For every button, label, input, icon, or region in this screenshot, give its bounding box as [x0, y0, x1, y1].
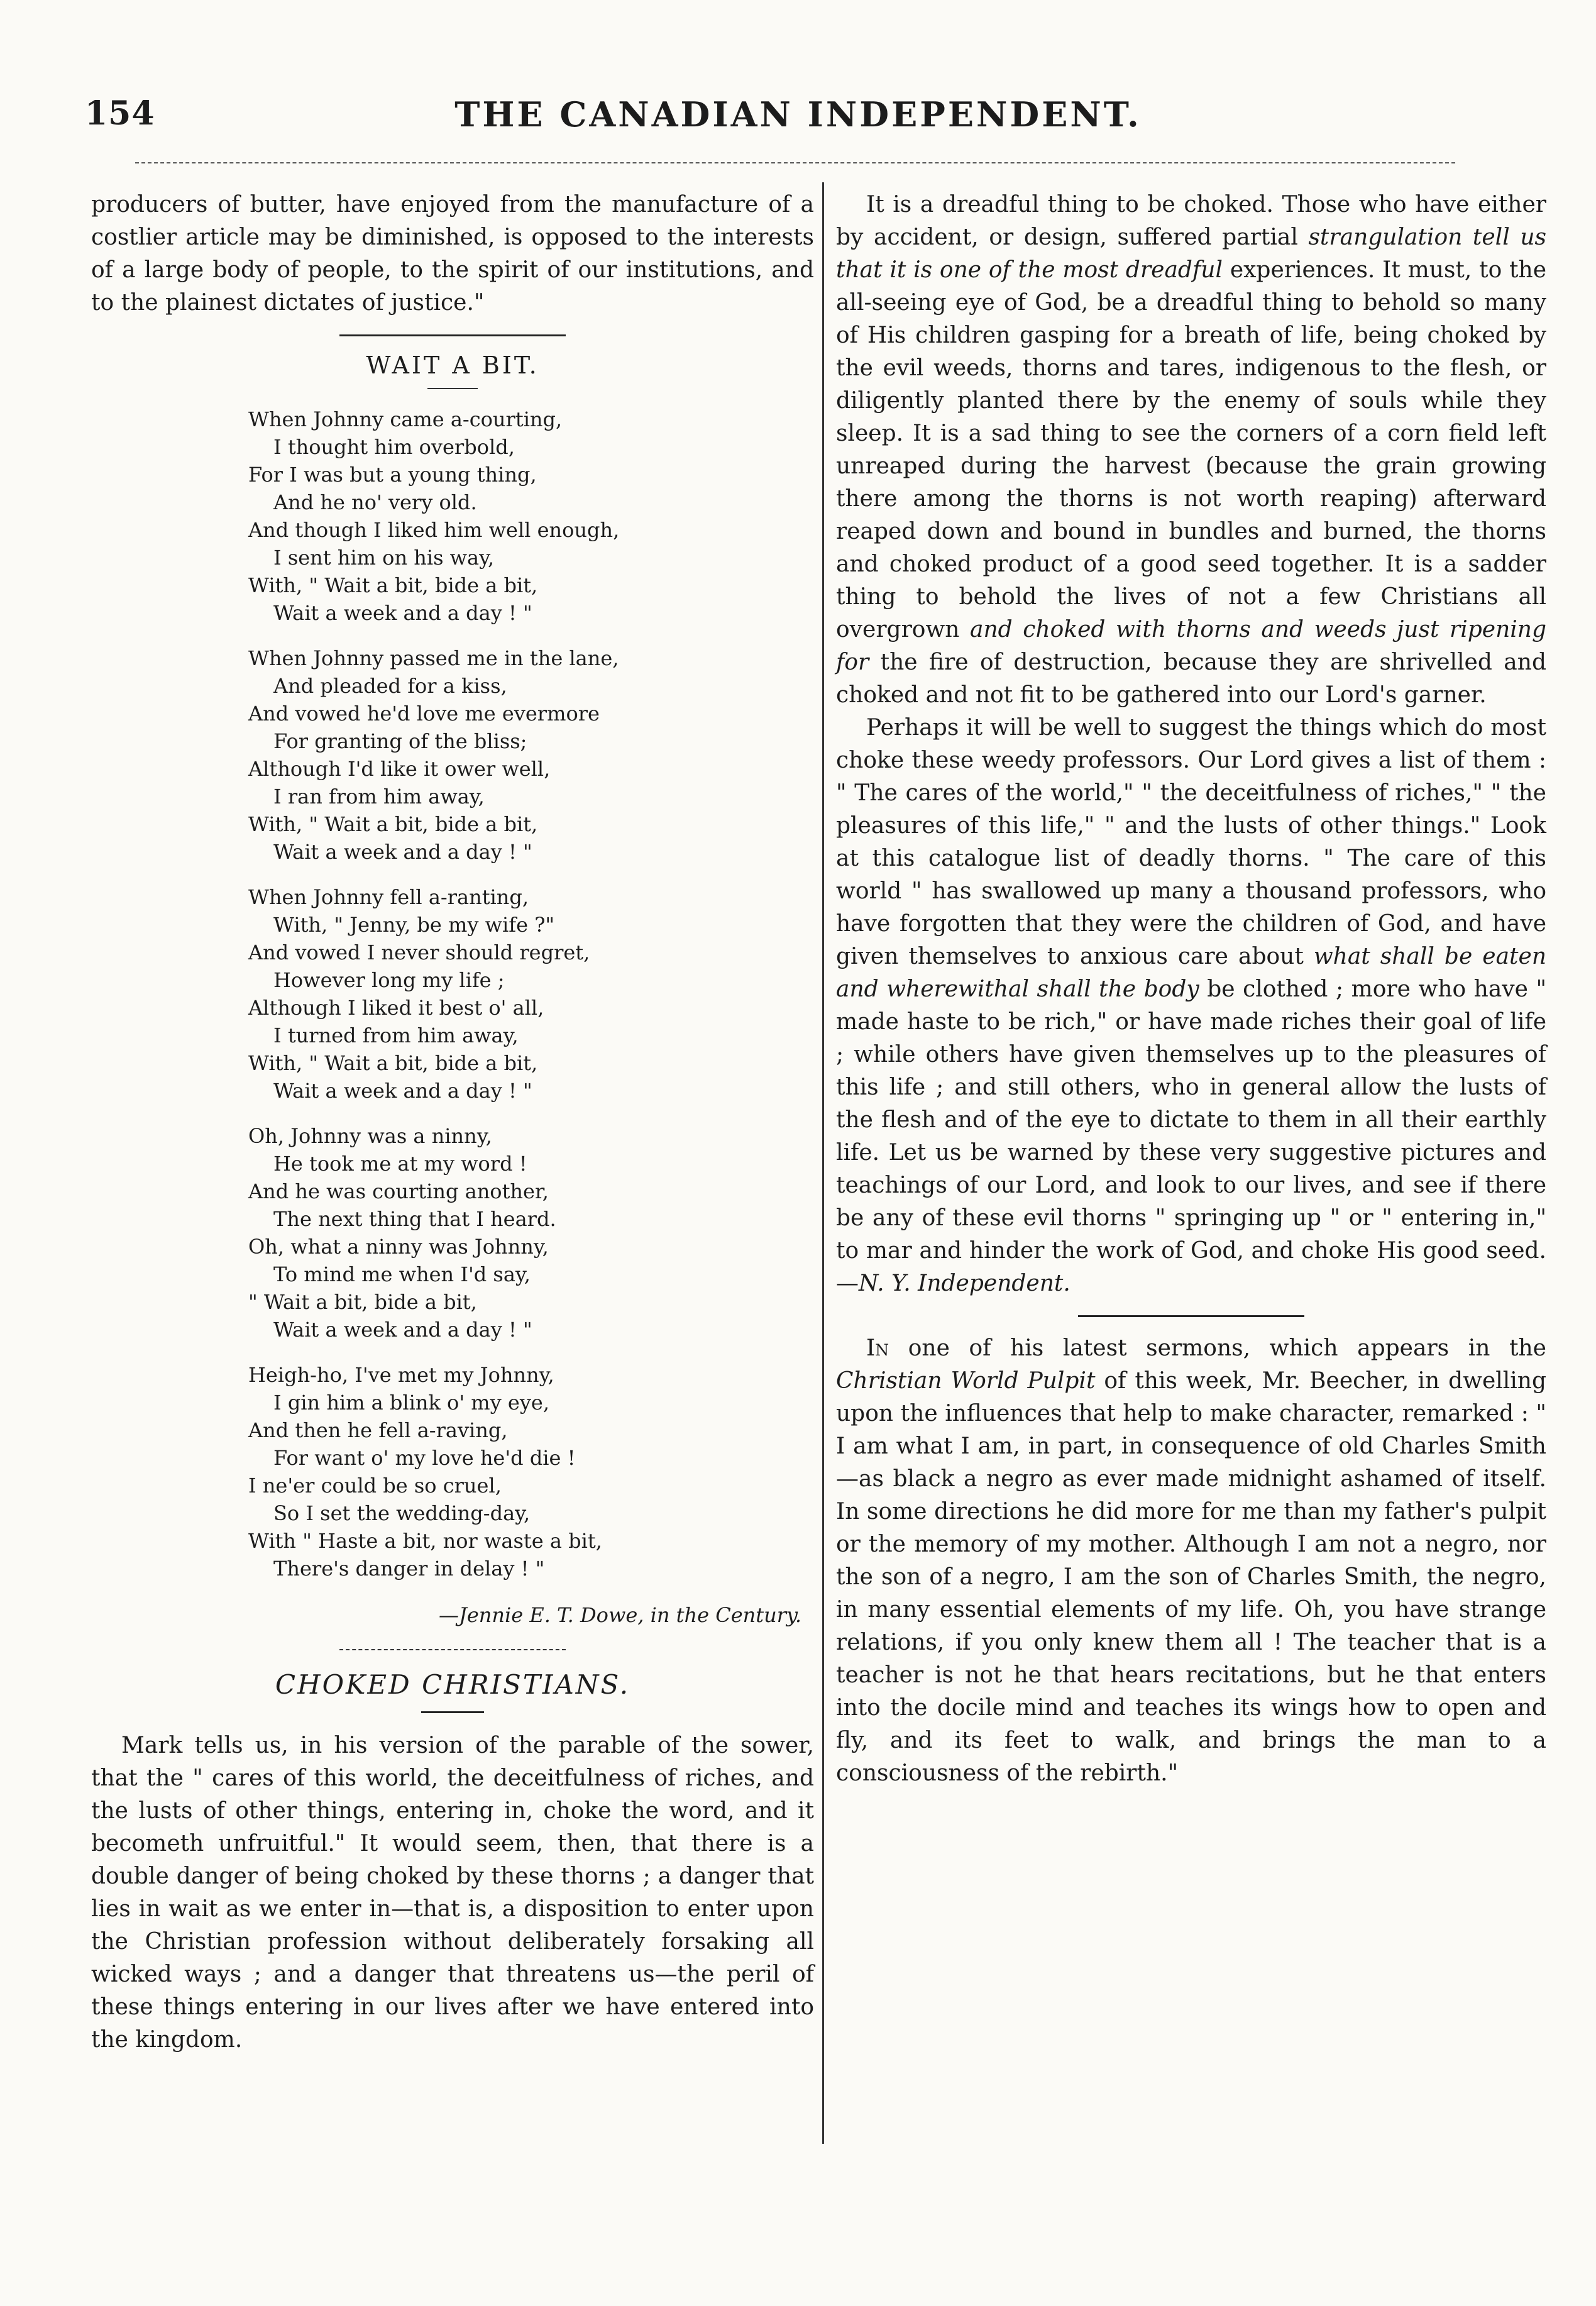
poem-line: However long my life ; — [273, 968, 505, 992]
poem-line: Wait a week and a day ! " — [273, 1318, 532, 1342]
italic-run: what shall be eaten and wherewithal shall the body — [836, 944, 1547, 1002]
section-title: CHOKED CHRISTIANS. — [275, 1669, 630, 1700]
italic-run: Christian World Pulpit — [836, 1368, 1096, 1394]
poem-stanza — [248, 405, 814, 627]
poem-line: For granting of the bliss; — [273, 729, 527, 753]
poem-line: I thought him overbold, — [273, 435, 515, 459]
text-run: Perhaps it will be well to suggest the things which do most choke these weedy professors. Our Lord gives a list of them : " The cares of the world," " the deceitfulness of riches," " the pleasures of this life," " and the lusts of other things." Look at this catalogue list of deadly thorns. " The care of this world " has swallowed up many a thousand professors, who have forgotten that they were the children of God, and have given themselves to anxious care about — [836, 715, 1546, 969]
section-rule — [1078, 1315, 1304, 1317]
poem-line: Although I'd like it ower well, — [248, 757, 551, 781]
poem-line: Although I liked it best o' all, — [248, 996, 544, 1020]
poem-line: Wait a week and a day ! " — [273, 601, 532, 625]
poem-line: There's danger in delay ! " — [273, 1557, 545, 1581]
poem-line: For I was but a young thing, — [248, 463, 537, 487]
poem-stanza — [248, 1122, 814, 1343]
italic-run: strangulation tell us that it is one of the most dreadful — [836, 224, 1546, 283]
poem-line: I sent him on his way, — [273, 546, 495, 570]
poem-line: I gin him a blink o' my eye, — [273, 1391, 549, 1415]
header-rule — [135, 162, 1455, 163]
poem-line: " Wait a bit, bide a bit, — [248, 1290, 477, 1314]
poem-line: And though I liked him well enough, — [248, 518, 620, 542]
poem-line: When Johnny fell a-ranting, — [248, 885, 529, 909]
poem-line: And vowed he'd love me evermore — [248, 702, 600, 725]
poem-stanza — [248, 644, 814, 866]
text-run: one of his latest sermons, which appears in the — [889, 1335, 1546, 1361]
text-run: be clothed ; more who have " made haste to be rich," or have made riches their goal of life ; while others have given themselves up to the pleasures of this life ; and still others, who in general allow the lusts of the flesh and of the eye to dictate to them in all their earthly life. Let us be warned by these very suggestive pictures and teachings of our Lord, and look to our lives, and see if there be any of these evil thorns " springing up " or " entering in," to mar and hinder the work of God, and choke His good seed.— — [836, 976, 1546, 1296]
article-paragraph — [836, 712, 1546, 1300]
poem-stanza — [248, 883, 814, 1105]
poem-line: Oh, what a ninny was Johnny, — [248, 1235, 549, 1259]
poem-line: And then he fell a-raving, — [248, 1418, 508, 1442]
poem-attribution: —Jennie E. T. Dowe, in the Century. — [439, 1603, 801, 1627]
poem-line: Wait a week and a day ! " — [273, 840, 532, 864]
poem-line: To mind me when I'd say, — [273, 1262, 531, 1286]
article-paragraph: Mark tells us, in his version of the parable of the sower, that the " cares of this world, the deceitfulness of riches, and the lusts of other things, entering in, choke the word, and it becometh unfruitful." It would seem, then, that there is a double danger of being choked by these thorns ; a danger that lies in wait as we enter in—that is, a disposition to enter upon the Christian profession without deliberately forsaking all wicked ways ; and a danger that threatens us—the peril of these things entering in our lives after we have entered into the kingdom. — [91, 1733, 814, 2053]
poem-title-rule — [427, 388, 478, 389]
poem-line: I turned from him away, — [273, 1023, 519, 1047]
poem-line: He took me at my word ! — [273, 1152, 527, 1176]
poem-line: With " Haste a bit, nor waste a bit, — [248, 1529, 602, 1553]
source-credit: N. Y. Independent. — [859, 1271, 1070, 1296]
left-column — [91, 189, 814, 2056]
poem-line: And he was courting another, — [248, 1179, 549, 1203]
text-run: It is a dreadful thing to be choked. Those who have either by accident, or design, suffered partial — [836, 192, 1546, 250]
poem-title: WAIT A BIT. — [366, 351, 539, 379]
poem-line: Heigh-ho, I've met my Johnny, — [248, 1363, 554, 1387]
journal-title: THE CANADIAN INDEPENDENT. — [454, 94, 1142, 135]
article-paragraph — [836, 1332, 1546, 1790]
poem-line: When Johnny passed me in the lane, — [248, 646, 619, 670]
lead-word: In — [866, 1335, 889, 1361]
poem-line: The next thing that I heard. — [273, 1207, 556, 1231]
section-rule — [339, 1649, 566, 1650]
poem-line: With, " Wait a bit, bide a bit, — [248, 573, 538, 597]
poem-line: And vowed I never should regret, — [248, 941, 590, 964]
poem-line: Wait a week and a day ! " — [273, 1079, 532, 1103]
italic-run: and choked with thorns and weeds just ripening for — [836, 617, 1546, 675]
right-column — [836, 189, 1546, 1790]
poem-line: Oh, Johnny was a ninny, — [248, 1124, 492, 1148]
column-divider — [822, 182, 824, 2144]
poem-line: I ne'er could be so cruel, — [248, 1474, 502, 1498]
section-rule — [339, 334, 566, 336]
poem-line: With, " Jenny, be my wife ?" — [273, 913, 555, 937]
poem-line: With, " Wait a bit, bide a bit, — [248, 812, 538, 836]
poem-line: When Johnny came a-courting, — [248, 407, 563, 431]
text-run: the fire of destruction, because they are shrivelled and choked and not fit to be gathered into our Lord's garner. — [836, 649, 1546, 708]
section-title-rule — [421, 1711, 484, 1713]
page-number: 154 — [85, 94, 155, 133]
poem-stanza — [248, 1361, 814, 1582]
text-run: experiences. It must, to the all-seeing eye of God, be a dreadful thing to behold so many of His children gasping for a breath of life, being choked by the evil weeds, thorns and tares, indigenous to the flesh, or diligently planted there by the enemy of souls while they sleep. It is a sad thing to see the corners of a corn field left unreaped during the harvest (because the grain growing there among the thorns is not worth reaping) afterward reaped down and bound in bundles and burned, the thorns and choked product of a good seed together. It is a sadder thing to behold the lives of not a few Christians all overgrown — [836, 257, 1546, 643]
poem — [248, 405, 814, 1582]
poem-line: So I set the wedding-day, — [273, 1501, 531, 1525]
page-header — [0, 94, 1596, 151]
article-paragraph — [836, 189, 1546, 712]
poem-line: And he no' very old. — [273, 490, 477, 514]
poem-line: I ran from him away, — [273, 785, 485, 808]
poem-line: For want o' my love he'd die ! — [273, 1446, 576, 1470]
poem-line: And pleaded for a kiss, — [273, 674, 507, 698]
text-run: of this week, Mr. Beecher, in dwelling upon the influences that help to make character, remarked : " I am what I am, in part, in consequence of old Charles Smith—as black a negro as ever made midnight ashamed of itself. In some directions he did more for me than my father's pulpit or the memory of my mother. Although I am not a negro, nor the son of a negro, I am the son of Charles Smith, the negro, in many essential elements of my life. Oh, you have strange relations, if you only knew them all ! The teacher that is a teacher is not he that hears recitations, but he that enters into the docile mind and teaches its wings how to open and fly, and its feet to walk, and brings the man to a consciousness of the rebirth." — [836, 1368, 1547, 1786]
poem-line: With, " Wait a bit, bide a bit, — [248, 1051, 538, 1075]
intro-paragraph: producers of butter, have enjoyed from the manufacture of a costlier article may be diminished, is opposed to the interests of a large body of people, to the spirit of our institutions, and to the plainest dictates of justice." — [91, 192, 814, 316]
